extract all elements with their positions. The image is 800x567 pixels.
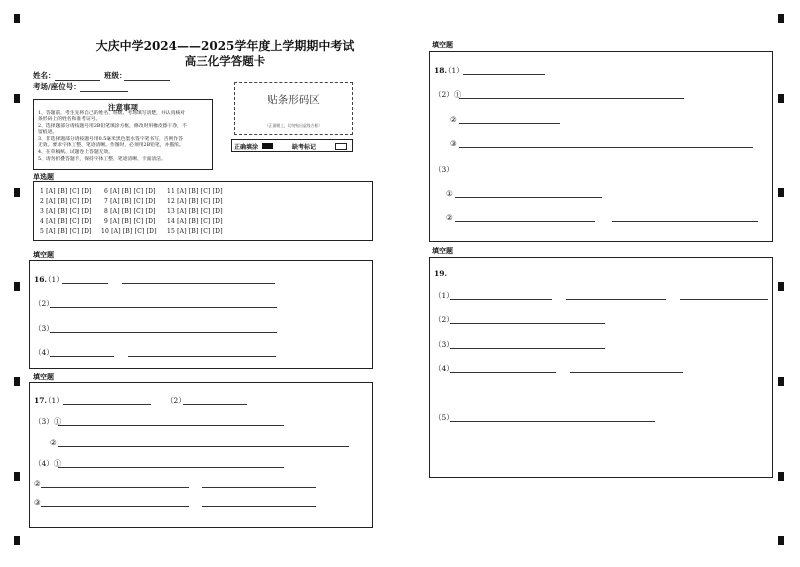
timing-mark <box>14 14 20 23</box>
timing-mark <box>778 536 784 545</box>
q18-part2c-answer[interactable] <box>459 147 753 148</box>
mc-row[interactable]: 4 [A] [B] [C] [D] <box>40 218 92 225</box>
mc-row[interactable]: 10 [A] [B] [C] [D] <box>101 228 157 235</box>
q18-part1-answer[interactable] <box>463 74 545 75</box>
absent-mark-label: 缺考标记 <box>292 144 317 151</box>
q16-box <box>29 260 373 369</box>
q18-number: 18. <box>434 66 448 75</box>
q16-part3-answer[interactable] <box>50 332 277 333</box>
q17-part4c-answer[interactable] <box>41 506 189 507</box>
q18-part3b-label: ② <box>446 213 453 222</box>
timing-mark <box>778 188 784 197</box>
section-label-q19: 填空题 <box>432 246 453 255</box>
q17-part3b-label: ② <box>50 438 57 447</box>
q18-part3b-answer[interactable] <box>612 221 758 222</box>
q16-part4-label: （4） <box>34 348 54 357</box>
timing-mark <box>14 377 20 386</box>
note-line: 条形码上的姓名和准考证号。 <box>38 117 101 122</box>
barcode-hint: （正面朝上，切勿贴出虚线方框） <box>265 123 322 128</box>
note-line: 2、选择题部分请按题号用2B铅笔填涂方框，修改时用橡皮擦干净，不 <box>38 124 187 129</box>
q17-part3-label: （3）① <box>34 417 62 426</box>
q19-part2-label: （2） <box>434 315 454 324</box>
q17-part4c-label: ③ <box>34 498 41 507</box>
note-line: 5、请勿折叠答题卡，保持字体工整、笔迹清晰、卡面清洁。 <box>38 157 166 162</box>
q19-part3-label: （3） <box>434 340 454 349</box>
q16-part4-answer[interactable] <box>128 356 276 357</box>
note-line: 无效。要求字体工整、笔迹清晰。作图时，必须用2B铅笔，并描浓。 <box>38 143 184 148</box>
q19-part1-label: （1） <box>434 291 454 300</box>
timing-mark <box>14 94 20 103</box>
q19-part4-answer[interactable] <box>570 372 683 373</box>
exam-subtitle: 高三化学答题卡 <box>184 54 266 68</box>
q17-part4b-answer[interactable] <box>202 487 316 488</box>
mc-row[interactable]: 15 [A] [B] [C] [D] <box>167 228 223 235</box>
q18-part2a-answer[interactable] <box>459 98 684 99</box>
q19-part4-label: （4） <box>434 364 454 373</box>
mc-box <box>33 181 373 241</box>
q19-part5-answer[interactable] <box>450 421 655 422</box>
mc-row[interactable]: 1 [A] [B] [C] [D] <box>40 188 92 195</box>
q16-part1-answer[interactable] <box>62 283 108 284</box>
name-field[interactable] <box>55 80 100 81</box>
class-field[interactable] <box>124 80 170 81</box>
room-seat-label: 考场/座位号： <box>33 82 81 91</box>
timing-mark <box>14 536 20 545</box>
class-label: 班级： <box>104 71 127 80</box>
mc-row[interactable]: 7 [A] [B] [C] [D] <box>104 198 156 205</box>
mc-row[interactable]: 11 [A] [B] [C] [D] <box>167 188 223 195</box>
note-line: 3、非选择题部分请按题号用0.5毫米黑色墨水签字笔书写，否则作答 <box>38 137 183 142</box>
q18-box <box>429 51 773 242</box>
timing-mark <box>14 282 20 291</box>
section-label-q16: 填空题 <box>33 250 54 259</box>
q17-part4-label: （4）① <box>34 459 62 468</box>
q19-number: 19. <box>434 269 448 278</box>
q16-part2-label: （2） <box>34 299 54 308</box>
q17-part2-answer[interactable] <box>183 404 247 405</box>
q19-part1-answer[interactable] <box>450 299 552 300</box>
mc-row[interactable]: 9 [A] [B] [C] [D] <box>104 218 156 225</box>
note-line: 留痕迹。 <box>38 130 58 135</box>
q18-part2c-label: ③ <box>450 139 457 148</box>
notes-title: 注意事项 <box>108 103 138 112</box>
mc-row[interactable]: 13 [A] [B] [C] [D] <box>167 208 223 215</box>
fill-legend <box>231 139 353 152</box>
mc-row[interactable]: 6 [A] [B] [C] [D] <box>104 188 156 195</box>
note-line: 1、答题前，考生先将自己的姓名、班级、考场填写清楚，并认真核对 <box>38 111 185 116</box>
q18-part3a-label: ① <box>446 189 453 198</box>
timing-mark <box>778 282 784 291</box>
name-label: 姓名： <box>33 71 56 80</box>
q16-part4-answer[interactable] <box>50 356 114 357</box>
q17-part4b-answer[interactable] <box>41 487 189 488</box>
exam-title: 大庆中学2024——2025学年度上学期期中考试 <box>95 39 355 53</box>
q17-part1-answer[interactable] <box>63 404 151 405</box>
q18-part2-label: （2）① <box>434 90 462 99</box>
q19-part5-label: （5） <box>434 413 454 422</box>
q17-number: 17. <box>34 396 48 405</box>
q17-part3b-answer[interactable] <box>58 446 349 447</box>
barcode-area <box>234 82 353 135</box>
q17-part4a-answer[interactable] <box>58 467 284 468</box>
timing-mark <box>778 377 784 386</box>
correct-fill-sample <box>262 143 273 149</box>
q18-part1-label: （1） <box>444 66 464 75</box>
q18-part3a-answer[interactable] <box>455 197 602 198</box>
timing-mark <box>14 188 20 197</box>
q18-part3-label: （3） <box>434 165 454 174</box>
q18-part2b-label: ② <box>450 115 457 124</box>
q18-part2b-answer[interactable] <box>459 123 560 124</box>
q19-part1-answer[interactable] <box>680 299 768 300</box>
q19-part3-answer[interactable] <box>450 348 605 349</box>
absent-mark-box[interactable] <box>335 143 347 150</box>
mc-row[interactable]: 12 [A] [B] [C] [D] <box>167 198 223 205</box>
timing-mark <box>778 14 784 23</box>
mc-row[interactable]: 14 [A] [B] [C] [D] <box>167 218 223 225</box>
timing-mark <box>778 472 784 481</box>
section-label-q18: 填空题 <box>432 40 453 49</box>
note-line: 4、在草稿纸、试题卷上答题无效。 <box>38 150 114 155</box>
q17-box <box>29 382 373 528</box>
mc-row[interactable]: 3 [A] [B] [C] [D] <box>40 208 92 215</box>
q17-part3a-answer[interactable] <box>58 425 284 426</box>
q16-number: 16. <box>34 275 48 284</box>
mc-row[interactable]: 5 [A] [B] [C] [D] <box>40 228 92 235</box>
q17-part2-label: （2） <box>166 396 186 405</box>
q17-part4b-label: ② <box>34 479 41 488</box>
timing-mark <box>778 94 784 103</box>
q16-part1-answer[interactable] <box>122 283 275 284</box>
q16-part2-answer[interactable] <box>50 307 277 308</box>
timing-mark <box>14 472 20 481</box>
section-label-q17: 填空题 <box>33 372 54 381</box>
q17-part1-label: （1） <box>44 396 64 405</box>
mc-row[interactable]: 2 [A] [B] [C] [D] <box>40 198 92 205</box>
q19-part4-answer[interactable] <box>450 372 556 373</box>
mc-row[interactable]: 8 [A] [B] [C] [D] <box>104 208 156 215</box>
q18-part3b-answer[interactable] <box>455 221 595 222</box>
q19-part2-answer[interactable] <box>450 323 605 324</box>
correct-fill-label: 正确填涂 <box>234 144 259 151</box>
room-seat-field[interactable] <box>80 91 128 92</box>
q19-part1-answer[interactable] <box>566 299 666 300</box>
q16-part3-label: （3） <box>34 324 54 333</box>
q16-part1-label: （1） <box>44 275 64 284</box>
notes-box <box>33 99 213 170</box>
q17-part4c-answer[interactable] <box>202 506 316 507</box>
barcode-label: 贴条形码区 <box>267 94 320 106</box>
section-label-mc: 单选题 <box>33 172 54 181</box>
q19-box <box>429 257 773 478</box>
